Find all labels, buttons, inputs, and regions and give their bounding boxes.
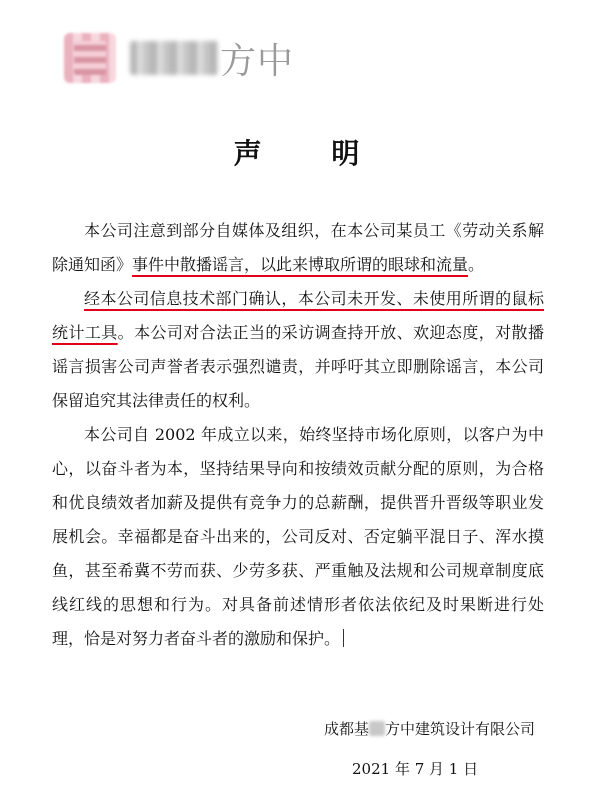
company-logo-mark-blurred (64, 33, 116, 83)
underlined-text: 事件中散播谣言，以此来博取所谓的眼球和流量 (132, 255, 469, 274)
document-title: 声 明 (233, 137, 390, 170)
statement-body (52, 214, 544, 656)
redacted-character (369, 721, 385, 736)
blurred-company-name (130, 41, 218, 75)
statement-paragraph (52, 282, 544, 418)
statement-paragraph (52, 214, 544, 282)
signer-company (324, 718, 535, 739)
letterhead-logo (64, 30, 294, 86)
underlined-text: 经本公司信息技术部门确认，本公司未开发、未使用所谓的鼠标统计工具 (52, 289, 544, 342)
text-cursor (343, 629, 344, 647)
statement-paragraph (52, 418, 544, 656)
signer-prefix: 成都基 (323, 720, 369, 738)
company-logo-text: 方中 (220, 40, 295, 82)
signer-suffix: 方中建筑设计有限公司 (384, 720, 535, 738)
paragraph-text: 。本公司对合法正当的采访调查持开放、欢迎态度，对散播谣言损害公司声誉者表示强烈谴责，并呼吁其立即删除谣言，本公司保留追究其法律责任的权利。 (52, 323, 544, 410)
paragraph-text: 本公司自 2002 年成立以来，始终坚持市场化原则，以客户为中心，以奋斗者为本，坚持结果导向和按绩效贡献分配的原则，为合格和优良绩效者加薪及提供有竞争力的总薪酬，提供晋升晋级等职业发展机会。幸福都是奋斗出来的，公司反对、否定躺平混日子、浑水摸鱼，甚至希冀不劳而获、少劳多获、严重触及法规和公司规章制度底线红线的思想和行为。对具备前述情形者依法依纪及时果断进行处理，恰是对努力者奋斗者的激励和保护。 (52, 425, 544, 648)
paragraph-text: 本公司注意到部分自媒体及组织，在本公司某员工《劳动关系解除通知函》 (52, 221, 544, 274)
paragraph-text: 。 (468, 255, 485, 274)
statement-date: 2021 年 7 月 1 日 (352, 760, 479, 778)
